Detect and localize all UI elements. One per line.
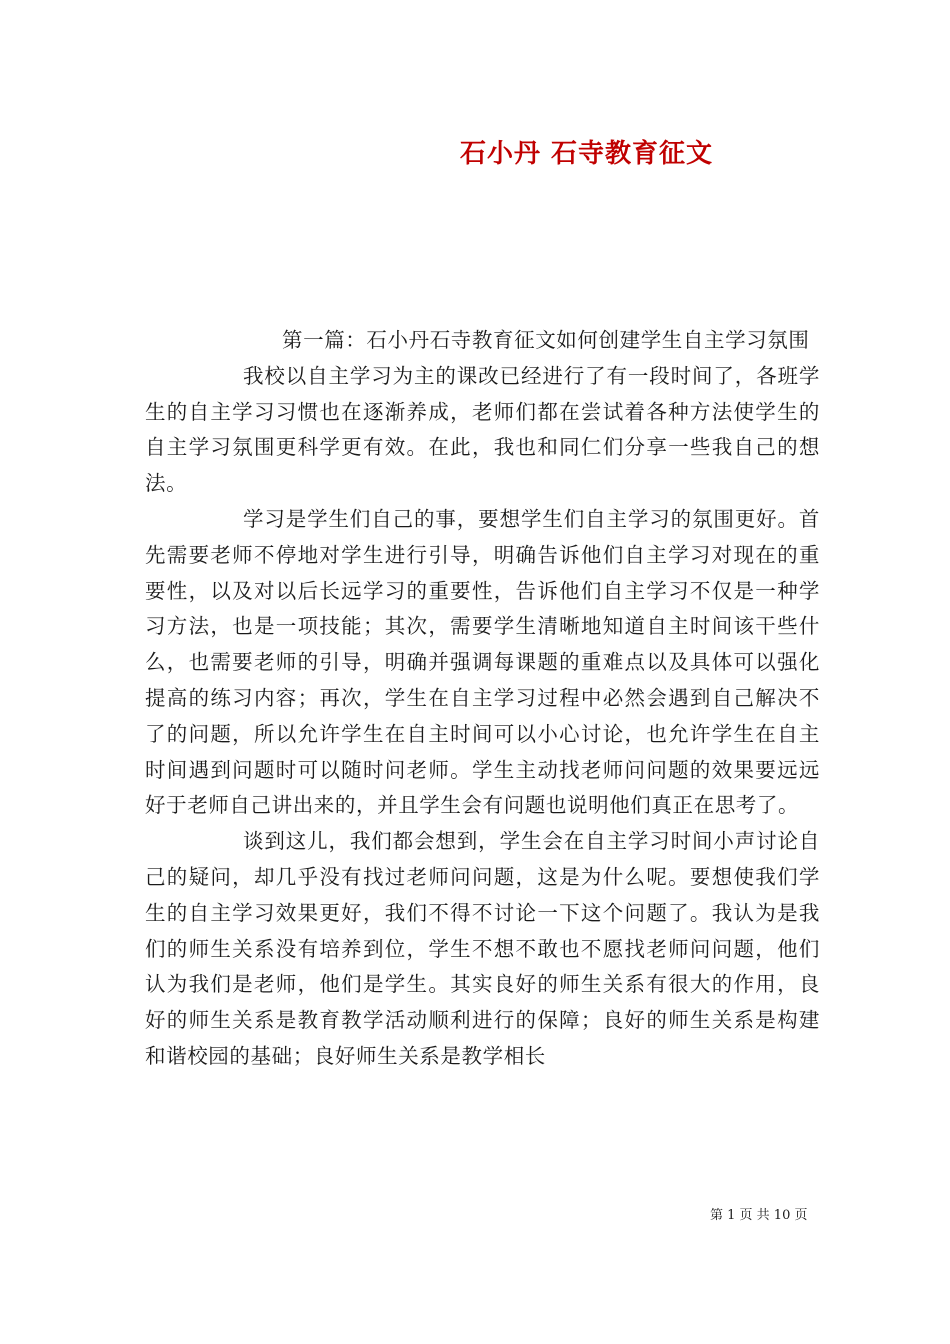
body-paragraph-2: 学习是学生们自己的事，要想学生们自主学习的氛围更好。首先需要老师不停地对学生进行引导，明确告诉他们自主学习对现在的重要性，以及对以后长远学习的重要性，告诉他们自主学习不仅是一种学习方法，也是一项技能；其次，需要学生清晰地知道自主时间该干些什么，也需要老师的引导，明确并强调每课题的重难点以及具体可以强化提高的练习内容；再次，学生在自主学习过程中必然会遇到自己解决不了的问题，所以允许学生在自主时间可以小心讨论，也允许学生在自主时间遇到问题时可以随时问老师。学生主动找老师问问题的效果要远远好于老师自己讲出来的，并且学生会有问题也说明他们真正在思考了。 — [145, 506, 820, 818]
document-title: 石小丹 石寺教育征文 — [460, 139, 714, 169]
page-footer: 第 1 页 共 10 页 — [710, 1208, 808, 1223]
section-heading: 第一篇：石小丹石寺教育征文如何创建学生自主学习氛围 — [282, 328, 810, 352]
body-paragraph-1: 我校以自主学习为主的课改已经进行了有一段时间了，各班学生的自主学习习惯也在逐渐养成，老师们都在尝试着各种方法使学生的自主学习氛围更科学更有效。在此，我也和同仁们分享一些我自己的想法。 — [145, 363, 820, 496]
body-paragraph-3: 谈到这儿，我们都会想到，学生会在自主学习时间小声讨论自己的疑问，却几乎没有找过老师问问题，这是为什么呢。要想使我们学生的自主学习效果更好，我们不得不讨论一下这个问题了。我认为是我们的师生关系没有培养到位，学生不想不敢也不愿找老师问问题，他们认为我们是老师，他们是学生。其实良好的师生关系有很大的作用，良好的师生关系是教育教学活动顺利进行的保障；良好的师生关系是构建和谐校园的基础；良好师生关系是教学相长 — [145, 829, 820, 1068]
document-body — [145, 323, 820, 1075]
